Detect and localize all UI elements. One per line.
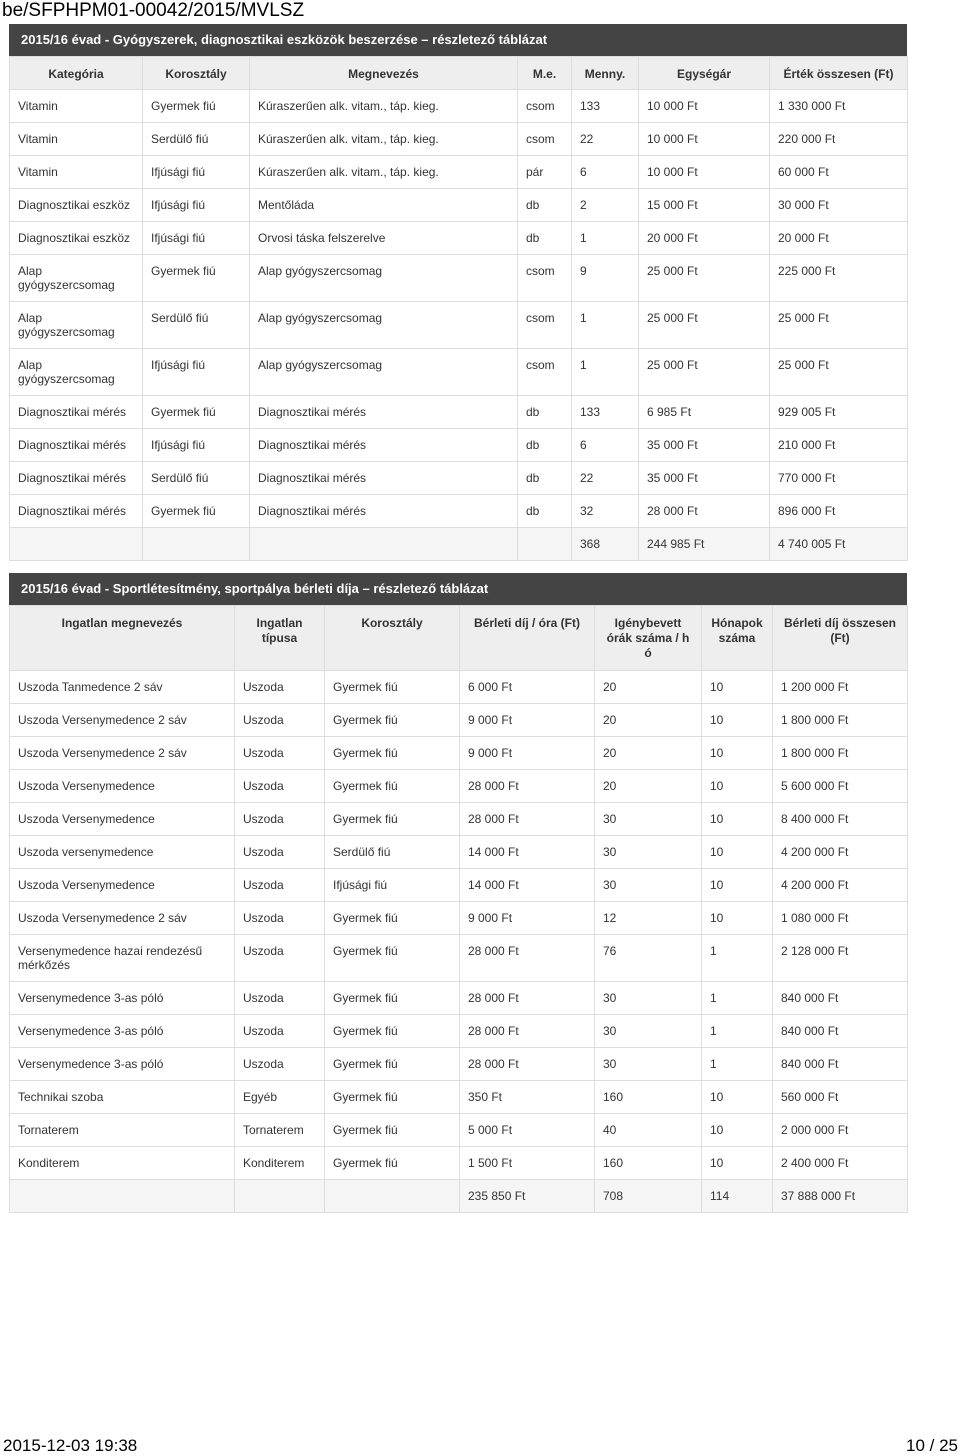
table-cell: 10 — [702, 902, 773, 935]
table-cell: 10 — [702, 1081, 773, 1114]
table-cell: 14 000 Ft — [460, 869, 595, 902]
table-cell: 1 200 000 Ft — [773, 671, 908, 704]
col-header-months: Hónapok száma — [702, 606, 773, 671]
table-cell: 4 200 000 Ft — [773, 869, 908, 902]
total-row — [10, 1180, 908, 1213]
table-cell: 210 000 Ft — [770, 429, 908, 462]
col-header-age-group: Korosztály — [143, 57, 250, 90]
table-cell: 22 — [572, 462, 639, 495]
table-cell: Gyermek fiú — [325, 671, 460, 704]
table-cell: Konditerem — [10, 1147, 235, 1180]
facility-table-section — [9, 573, 907, 1213]
table-cell: 9 000 Ft — [460, 902, 595, 935]
table-cell: Gyermek fiú — [325, 737, 460, 770]
table-cell: Uszoda — [235, 836, 325, 869]
table-cell: Diagnosztikai mérés — [250, 429, 518, 462]
table-cell: 25 000 Ft — [639, 349, 770, 396]
table-cell: csom — [518, 255, 572, 302]
table-cell: 15 000 Ft — [639, 189, 770, 222]
col-header-name: Megnevezés — [250, 57, 518, 90]
table-cell: Gyermek fiú — [325, 982, 460, 1015]
table-cell: Gyermek fiú — [143, 396, 250, 429]
table-cell: Uszoda — [235, 1048, 325, 1081]
col-header-property-name: Ingatlan megnevezés — [10, 606, 235, 671]
table-cell: 10 000 Ft — [639, 123, 770, 156]
table-cell: 10 — [702, 737, 773, 770]
table-cell: Uszoda Versenymedence 2 sáv — [10, 737, 235, 770]
table-cell: 2 400 000 Ft — [773, 1147, 908, 1180]
col-header-category: Kategória — [10, 57, 143, 90]
table-cell: Tornaterem — [10, 1114, 235, 1147]
table-cell: Gyermek fiú — [325, 704, 460, 737]
table-cell: Serdülő fiú — [143, 123, 250, 156]
table-cell: Ifjúsági fiú — [143, 156, 250, 189]
total-cell: 244 985 Ft — [639, 528, 770, 561]
table-cell: 12 — [595, 902, 702, 935]
table-row — [10, 704, 908, 737]
table-cell: 9 000 Ft — [460, 737, 595, 770]
table-cell: 20 — [595, 737, 702, 770]
table-row — [10, 495, 908, 528]
table-cell: 10 — [702, 770, 773, 803]
table-cell: Vitamin — [10, 123, 143, 156]
total-cell: 708 — [595, 1180, 702, 1213]
table-row — [10, 1147, 908, 1180]
table-cell: 5 600 000 Ft — [773, 770, 908, 803]
table-cell: 2 — [572, 189, 639, 222]
table-row — [10, 1048, 908, 1081]
table-cell: Gyermek fiú — [325, 1147, 460, 1180]
table-cell: 10 — [702, 671, 773, 704]
table-cell: Gyermek fiú — [325, 803, 460, 836]
col-header-unit: M.e. — [518, 57, 572, 90]
col-header-rent-total: Bérleti díj összesen (Ft) — [773, 606, 908, 671]
total-cell: 114 — [702, 1180, 773, 1213]
table-cell: Uszoda — [235, 902, 325, 935]
medicine-table-title: 2015/16 évad - Gyógyszerek, diagnosztikai eszközök beszerzése – részletező táblázat — [9, 24, 907, 56]
table-cell: 1 — [702, 1048, 773, 1081]
table-cell: Ifjúsági fiú — [143, 429, 250, 462]
table-row — [10, 156, 908, 189]
table-cell: Ifjúsági fiú — [143, 189, 250, 222]
total-cell: 235 850 Ft — [460, 1180, 595, 1213]
facility-table-body — [10, 671, 908, 1213]
table-cell: db — [518, 462, 572, 495]
table-cell: Diagnosztikai mérés — [250, 495, 518, 528]
table-cell: pár — [518, 156, 572, 189]
table-cell: Serdülő fiú — [143, 462, 250, 495]
table-cell: Alap gyógyszercsomag — [10, 255, 143, 302]
table-row — [10, 349, 908, 396]
table-row — [10, 396, 908, 429]
table-cell: 25 000 Ft — [639, 255, 770, 302]
table-cell: 28 000 Ft — [460, 1048, 595, 1081]
table-cell: 30 — [595, 836, 702, 869]
total-cell — [10, 528, 143, 561]
table-cell: Alap gyógyszercsomag — [250, 302, 518, 349]
table-cell: Uszoda — [235, 704, 325, 737]
table-cell: 10 — [702, 704, 773, 737]
table-cell: 30 000 Ft — [770, 189, 908, 222]
table-cell: 225 000 Ft — [770, 255, 908, 302]
table-cell: Uszoda — [235, 1015, 325, 1048]
table-cell: Orvosi táska felszerelve — [250, 222, 518, 255]
table-row — [10, 671, 908, 704]
table-cell: Uszoda Versenymedence 2 sáv — [10, 902, 235, 935]
table-cell: 28 000 Ft — [460, 770, 595, 803]
table-cell: Uszoda — [235, 671, 325, 704]
table-cell: Diagnosztikai mérés — [10, 396, 143, 429]
medicine-table-section — [9, 24, 907, 561]
table-cell: 1 080 000 Ft — [773, 902, 908, 935]
table-cell: Diagnosztikai mérés — [10, 495, 143, 528]
table-cell: Uszoda Versenymedence — [10, 803, 235, 836]
table-cell: 25 000 Ft — [770, 349, 908, 396]
document-id: be/SFPHPM01-00042/2015/MVLSZ — [2, 0, 305, 21]
facility-table-title: 2015/16 évad - Sportlétesítmény, sportpálya bérleti díja – részletező táblázat — [9, 573, 907, 605]
total-cell — [235, 1180, 325, 1213]
table-row — [10, 869, 908, 902]
table-cell: 10 — [702, 803, 773, 836]
table-cell: 28 000 Ft — [639, 495, 770, 528]
table-cell: 6 — [572, 429, 639, 462]
table-cell: Diagnosztikai eszköz — [10, 189, 143, 222]
table-row — [10, 189, 908, 222]
table-cell: 28 000 Ft — [460, 1015, 595, 1048]
table-cell: 9 — [572, 255, 639, 302]
table-cell: 35 000 Ft — [639, 462, 770, 495]
total-cell: 4 740 005 Ft — [770, 528, 908, 561]
table-cell: Tornaterem — [235, 1114, 325, 1147]
table-cell: 896 000 Ft — [770, 495, 908, 528]
table-cell: Uszoda versenymedence — [10, 836, 235, 869]
table-cell: 1 500 Ft — [460, 1147, 595, 1180]
table-cell: Egyéb — [235, 1081, 325, 1114]
table-row — [10, 255, 908, 302]
table-cell: Gyermek fiú — [325, 902, 460, 935]
page-number: 10 / 25 — [906, 1436, 958, 1455]
table-cell: 40 — [595, 1114, 702, 1147]
table-cell: 929 005 Ft — [770, 396, 908, 429]
table-cell: Diagnosztikai mérés — [250, 396, 518, 429]
table-cell: db — [518, 429, 572, 462]
table-cell: Kúraszerűen alk. vitam., táp. kieg. — [250, 90, 518, 123]
table-cell: 1 — [572, 222, 639, 255]
table-cell: Gyermek fiú — [325, 935, 460, 982]
table-cell: 220 000 Ft — [770, 123, 908, 156]
table-row — [10, 737, 908, 770]
total-cell — [143, 528, 250, 561]
table-cell: 25 000 Ft — [639, 302, 770, 349]
table-cell: Gyermek fiú — [143, 495, 250, 528]
table-row — [10, 123, 908, 156]
table-cell: 10 — [702, 836, 773, 869]
table-cell: Uszoda Tanmedence 2 sáv — [10, 671, 235, 704]
total-cell — [325, 1180, 460, 1213]
col-header-quantity: Menny. — [572, 57, 639, 90]
table-cell: 10 000 Ft — [639, 90, 770, 123]
table-cell: 28 000 Ft — [460, 803, 595, 836]
table-cell: csom — [518, 90, 572, 123]
col-header-property-type: Ingatlan típusa — [235, 606, 325, 671]
table-cell: 9 000 Ft — [460, 704, 595, 737]
table-cell: Gyermek fiú — [325, 770, 460, 803]
table-cell: 10 — [702, 869, 773, 902]
table-cell: 20 — [595, 770, 702, 803]
table-cell: Uszoda Versenymedence — [10, 770, 235, 803]
table-cell: 6 985 Ft — [639, 396, 770, 429]
table-cell: Ifjúsági fiú — [143, 349, 250, 396]
table-cell: Technikai szoba — [10, 1081, 235, 1114]
table-cell: 840 000 Ft — [773, 1048, 908, 1081]
table-cell: 1 330 000 Ft — [770, 90, 908, 123]
table-cell: Diagnosztikai mérés — [10, 429, 143, 462]
table-cell: Versenymedence 3-as póló — [10, 982, 235, 1015]
total-row — [10, 528, 908, 561]
table-cell: 25 000 Ft — [770, 302, 908, 349]
table-cell: csom — [518, 123, 572, 156]
table-cell: Serdülő fiú — [143, 302, 250, 349]
col-header-hours-used: Igénybevett órák száma / h ó — [595, 606, 702, 671]
medicine-table — [9, 56, 908, 561]
table-cell: 5 000 Ft — [460, 1114, 595, 1147]
table-cell: 20 — [595, 704, 702, 737]
table-cell: 20 000 Ft — [639, 222, 770, 255]
table-cell: Kúraszerűen alk. vitam., táp. kieg. — [250, 156, 518, 189]
table-cell: 30 — [595, 803, 702, 836]
table-cell: Gyermek fiú — [325, 1081, 460, 1114]
table-cell: db — [518, 495, 572, 528]
table-cell: csom — [518, 349, 572, 396]
table-cell: Versenymedence 3-as póló — [10, 1015, 235, 1048]
table-cell: 30 — [595, 1048, 702, 1081]
table-cell: Uszoda — [235, 935, 325, 982]
table-cell: 840 000 Ft — [773, 1015, 908, 1048]
col-header-total-value: Érték összesen (Ft) — [770, 57, 908, 90]
table-row — [10, 836, 908, 869]
table-row — [10, 770, 908, 803]
table-cell: db — [518, 189, 572, 222]
table-cell: Uszoda — [235, 803, 325, 836]
table-cell: Alap gyógyszercsomag — [250, 349, 518, 396]
table-cell: Diagnosztikai eszköz — [10, 222, 143, 255]
table-cell: Serdülő fiú — [325, 836, 460, 869]
table-cell: 10 000 Ft — [639, 156, 770, 189]
table-cell: 8 400 000 Ft — [773, 803, 908, 836]
table-cell: 1 800 000 Ft — [773, 737, 908, 770]
table-row — [10, 1081, 908, 1114]
table-cell: 160 — [595, 1147, 702, 1180]
table-cell: Gyermek fiú — [143, 90, 250, 123]
table-cell: Gyermek fiú — [325, 1048, 460, 1081]
table-header-row — [10, 606, 908, 671]
table-cell: 2 000 000 Ft — [773, 1114, 908, 1147]
table-cell: 20 000 Ft — [770, 222, 908, 255]
table-cell: 32 — [572, 495, 639, 528]
table-cell: 22 — [572, 123, 639, 156]
table-cell: db — [518, 396, 572, 429]
table-row — [10, 90, 908, 123]
table-cell: 1 — [702, 1015, 773, 1048]
table-cell: 28 000 Ft — [460, 982, 595, 1015]
table-cell: 6 000 Ft — [460, 671, 595, 704]
table-cell: Alap gyógyszercsomag — [250, 255, 518, 302]
table-cell: Mentőláda — [250, 189, 518, 222]
total-cell: 368 — [572, 528, 639, 561]
medicine-table-body — [10, 90, 908, 561]
table-cell: 2 128 000 Ft — [773, 935, 908, 982]
table-cell: 60 000 Ft — [770, 156, 908, 189]
table-cell: 840 000 Ft — [773, 982, 908, 1015]
table-cell: 28 000 Ft — [460, 935, 595, 982]
table-cell: Uszoda Versenymedence — [10, 869, 235, 902]
table-cell: 160 — [595, 1081, 702, 1114]
table-cell: 30 — [595, 1015, 702, 1048]
total-cell: 37 888 000 Ft — [773, 1180, 908, 1213]
table-cell: 1 — [572, 302, 639, 349]
table-cell: 133 — [572, 396, 639, 429]
table-row — [10, 222, 908, 255]
table-row — [10, 302, 908, 349]
table-cell: 10 — [702, 1114, 773, 1147]
table-cell: 20 — [595, 671, 702, 704]
table-cell: 560 000 Ft — [773, 1081, 908, 1114]
table-cell: Versenymedence 3-as póló — [10, 1048, 235, 1081]
table-cell: Alap gyógyszercsomag — [10, 349, 143, 396]
footer-timestamp: 2015-12-03 19:38 — [3, 1436, 138, 1455]
table-cell: 76 — [595, 935, 702, 982]
table-row — [10, 902, 908, 935]
table-cell: Gyermek fiú — [325, 1015, 460, 1048]
table-cell: Gyermek fiú — [143, 255, 250, 302]
table-cell: Uszoda — [235, 982, 325, 1015]
table-row — [10, 982, 908, 1015]
table-cell: 6 — [572, 156, 639, 189]
table-row — [10, 429, 908, 462]
table-cell: Diagnosztikai mérés — [10, 462, 143, 495]
table-cell: Versenymedence hazai rendezésű mérkőzés — [10, 935, 235, 982]
table-cell: Vitamin — [10, 90, 143, 123]
table-cell: Ifjúsági fiú — [325, 869, 460, 902]
table-row — [10, 462, 908, 495]
total-cell — [10, 1180, 235, 1213]
table-cell: Ifjúsági fiú — [143, 222, 250, 255]
table-cell: Gyermek fiú — [325, 1114, 460, 1147]
table-cell: Uszoda — [235, 770, 325, 803]
table-row — [10, 1114, 908, 1147]
table-cell: csom — [518, 302, 572, 349]
table-cell: db — [518, 222, 572, 255]
table-cell: Vitamin — [10, 156, 143, 189]
col-header-unit-price: Egységár — [639, 57, 770, 90]
table-cell: Uszoda — [235, 869, 325, 902]
table-cell: Kúraszerűen alk. vitam., táp. kieg. — [250, 123, 518, 156]
table-cell: Alap gyógyszercsomag — [10, 302, 143, 349]
table-cell: Konditerem — [235, 1147, 325, 1180]
table-cell: 35 000 Ft — [639, 429, 770, 462]
table-cell: 4 200 000 Ft — [773, 836, 908, 869]
table-cell: 770 000 Ft — [770, 462, 908, 495]
table-cell: Diagnosztikai mérés — [250, 462, 518, 495]
table-cell: 1 — [702, 982, 773, 1015]
table-cell: 1 800 000 Ft — [773, 704, 908, 737]
table-cell: 30 — [595, 869, 702, 902]
table-cell: 30 — [595, 982, 702, 1015]
table-row — [10, 1015, 908, 1048]
table-cell: 1 — [572, 349, 639, 396]
table-cell: 14 000 Ft — [460, 836, 595, 869]
table-cell: 10 — [702, 1147, 773, 1180]
col-header-hourly-rent: Bérleti díj / óra (Ft) — [460, 606, 595, 671]
table-row — [10, 935, 908, 982]
table-cell: 1 — [702, 935, 773, 982]
total-cell — [250, 528, 518, 561]
table-header-row — [10, 57, 908, 90]
total-cell — [518, 528, 572, 561]
table-cell: Uszoda — [235, 737, 325, 770]
col-header-age-group: Korosztály — [325, 606, 460, 671]
facility-table — [9, 605, 908, 1213]
table-cell: Uszoda Versenymedence 2 sáv — [10, 704, 235, 737]
table-cell: 133 — [572, 90, 639, 123]
table-cell: 350 Ft — [460, 1081, 595, 1114]
table-row — [10, 803, 908, 836]
